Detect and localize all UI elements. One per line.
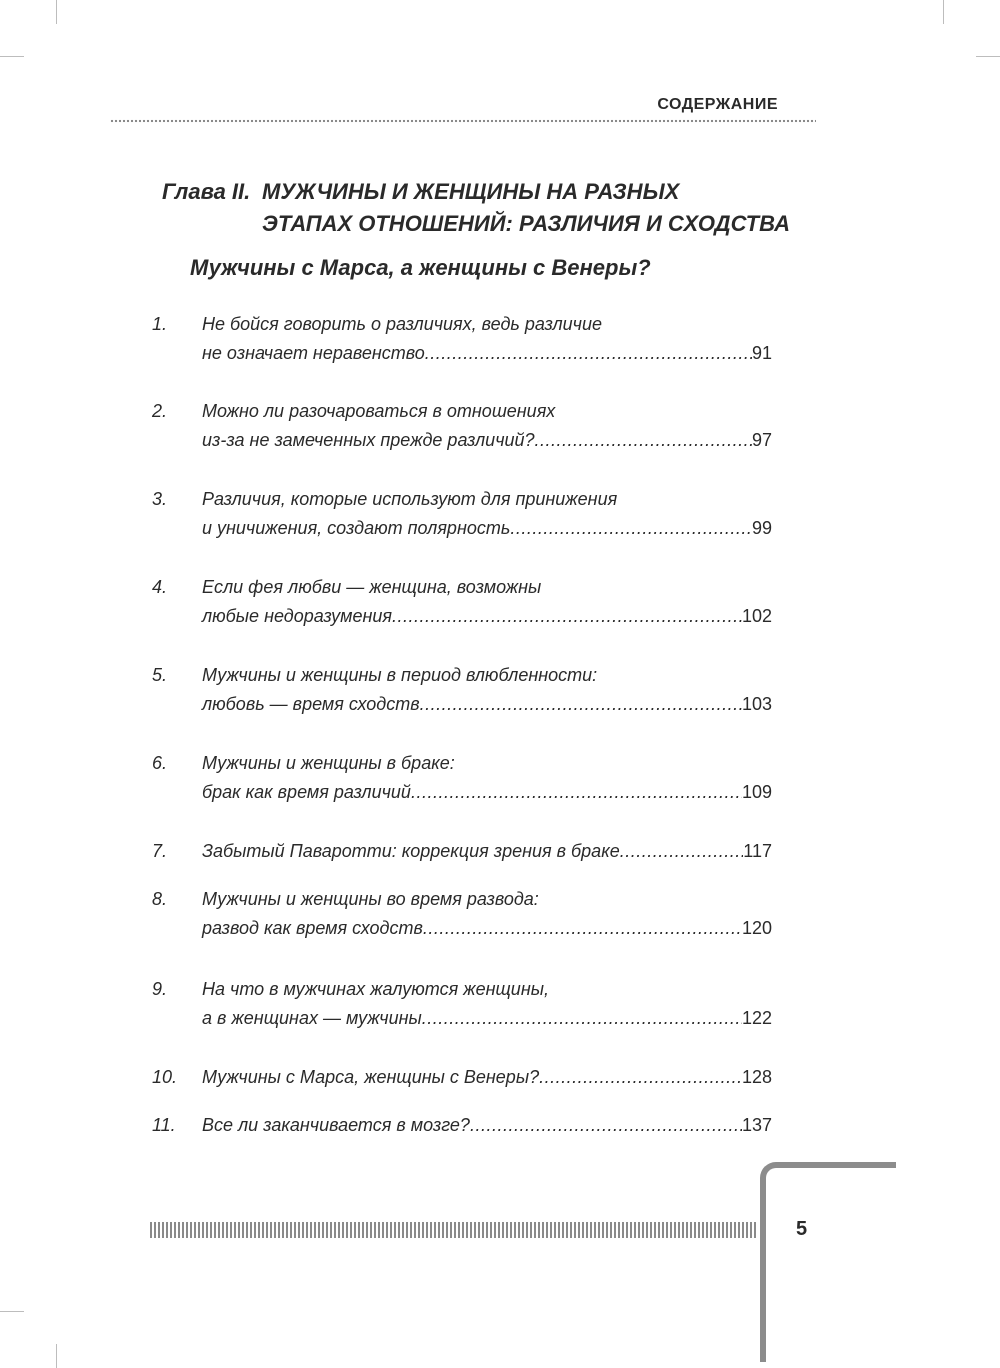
toc-entry-title-line1: На что в мужчинах жалуются женщины, — [202, 979, 549, 999]
toc-page-number: 137 — [741, 1115, 772, 1135]
crop-mark-bottom-left — [56, 1344, 57, 1368]
chapter-label: Глава II. — [162, 179, 251, 204]
dot-leader — [422, 1004, 742, 1033]
toc-entry-number: 8. — [152, 889, 168, 909]
page-number: 5 — [796, 1218, 808, 1240]
dot-leader — [423, 914, 742, 943]
toc-entry-title-line2: брак как время различий — [202, 782, 411, 802]
toc-entry-title-line2: любовь — время сходств — [202, 694, 420, 714]
crop-mark-left-bottom — [0, 1311, 24, 1312]
toc-entry-title-line1: Мужчины и женщины во время развода: — [202, 889, 539, 909]
dot-leader — [411, 778, 742, 807]
toc-entry-title-line2: из-за не замеченных прежде различий? — [202, 430, 535, 450]
toc-entry-11[interactable] — [152, 1111, 772, 1140]
dot-leader — [420, 690, 742, 719]
toc-page-number: 103 — [741, 694, 772, 714]
chapter-title-line1: МУЖЧИНЫ И ЖЕНЩИНЫ НА РАЗНЫХ — [262, 179, 680, 204]
toc-entry-number: 5. — [152, 665, 168, 685]
toc-entry-title-line1: Можно ли разочароваться в отношениях — [202, 401, 556, 421]
toc-entry-number: 3. — [152, 489, 168, 509]
toc-entry-8[interactable] — [152, 885, 772, 943]
header-dotted-rule — [110, 119, 816, 123]
toc-page-number: 97 — [751, 430, 772, 450]
toc-entry-title-line2: любые недоразумения — [202, 606, 393, 626]
toc-entry-number: 1. — [152, 314, 168, 334]
toc-entry-title-line1: Мужчины и женщины в браке: — [202, 753, 455, 773]
dot-leader — [535, 426, 752, 455]
crop-mark-left-top — [0, 56, 24, 57]
toc-entry-number: 7. — [152, 841, 168, 861]
toc-entry-number: 10. — [152, 1067, 178, 1087]
dot-leader — [510, 514, 752, 543]
toc-entry-title-line2: не означает неравенство — [202, 343, 425, 363]
toc-entry-3[interactable] — [152, 485, 772, 543]
toc-entry-number: 6. — [152, 753, 168, 773]
chapter-heading — [162, 176, 790, 240]
toc-entry-title: Все ли заканчивается в мозге? — [202, 1115, 470, 1135]
dot-leader — [425, 339, 752, 368]
toc-entry-6[interactable] — [152, 749, 772, 807]
toc-entry-title-line1: Различия, которые используют для принижения — [202, 489, 618, 509]
dot-leader — [539, 1063, 742, 1092]
toc-entry-number: 2. — [152, 401, 168, 421]
toc-entry-title-line1: Если фея любви — женщина, возможны — [202, 577, 542, 597]
crop-mark-right-top — [976, 56, 1000, 57]
toc-entry-7[interactable] — [152, 837, 772, 866]
dot-leader — [392, 602, 742, 631]
toc-entry-title-line2: и уничижения, создают полярность — [202, 518, 511, 538]
toc-page-number: 91 — [751, 343, 772, 363]
chapter-title-line2: ЭТАПАХ ОТНОШЕНИЙ: РАЗЛИЧИЯ И СХОДСТВА — [262, 211, 790, 236]
chapter-heading-line1 — [162, 176, 790, 208]
toc-entry-title-line1: Не бойся говорить о различиях, ведь различие — [202, 314, 602, 334]
toc-entry-4[interactable] — [152, 573, 772, 631]
page-number-tab — [760, 1162, 896, 1362]
toc-page-number: 122 — [741, 1008, 772, 1028]
dot-leader — [470, 1111, 742, 1140]
toc-page-number: 128 — [741, 1067, 772, 1087]
toc-entry-5[interactable] — [152, 661, 772, 719]
footer-barcode-rule — [150, 1222, 758, 1238]
crop-mark-top-left — [56, 0, 57, 24]
toc-page-number: 102 — [741, 606, 772, 626]
toc-entry-title: Мужчины с Марса, женщины с Венеры? — [202, 1067, 540, 1087]
chapter-subtitle: Мужчины с Марса, а женщины с Венеры? — [190, 255, 651, 280]
crop-mark-top-right — [943, 0, 944, 24]
toc-page-number: 120 — [741, 918, 772, 938]
running-header-title: СОДЕРЖАНИЕ — [657, 96, 778, 113]
toc-page-number: 117 — [743, 841, 772, 861]
toc-entry-title-line2: развод как время сходств — [202, 918, 423, 938]
toc-page-number: 109 — [741, 782, 772, 802]
toc-entry-number: 11. — [152, 1115, 176, 1135]
toc-entry-title-line1: Мужчины и женщины в период влюбленности: — [202, 665, 598, 685]
toc-entry-10[interactable] — [152, 1063, 772, 1092]
toc-entry-2[interactable] — [152, 397, 772, 455]
toc-entry-number: 4. — [152, 577, 168, 597]
toc-entry-title: Забытый Паваротти: коррекция зрения в браке — [202, 841, 620, 861]
dot-leader — [620, 837, 744, 866]
toc-page-number: 99 — [751, 518, 772, 538]
toc-entry-9[interactable] — [152, 975, 772, 1033]
toc-entry-title-line2: а в женщинах — мужчины — [202, 1008, 422, 1028]
toc-entry-1[interactable] — [152, 310, 772, 368]
toc-entry-number: 9. — [152, 979, 168, 999]
